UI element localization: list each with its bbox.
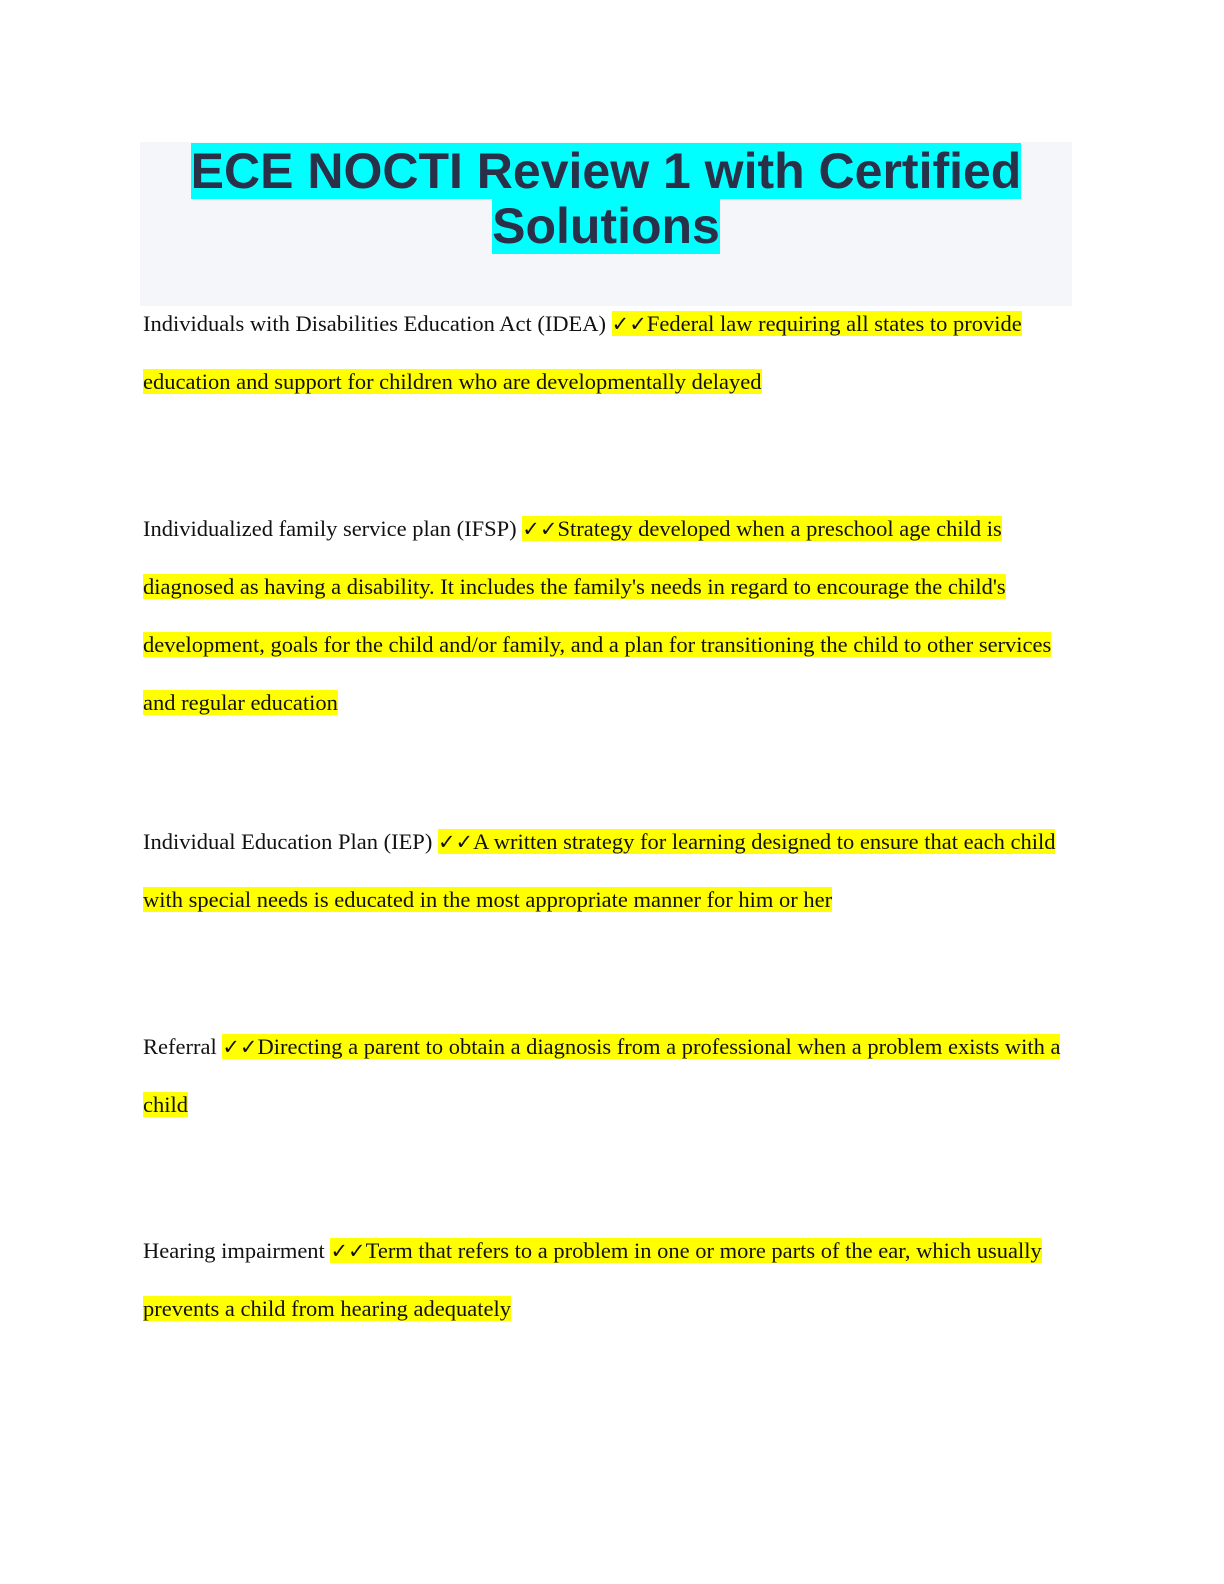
title-box [140,142,1072,306]
entry-term: Individualized family service plan (IFSP) [143,516,517,541]
double-check-icon: ✓✓ [330,1239,366,1263]
entry-term: Individual Education Plan (IEP) [143,829,433,854]
entry-definition [143,516,1051,715]
double-check-icon: ✓✓ [522,517,558,541]
entry-iep [143,813,1073,929]
double-check-icon: ✓✓ [437,830,474,854]
document-title [140,142,1072,254]
entry-definition-text: Directing a parent to obtain a diagnosis from a professional when a problem exists with a child [143,1034,1061,1117]
double-check-icon: ✓✓ [611,312,647,336]
entry-idea [143,295,1073,411]
entry-ifsp [143,500,1073,732]
entry-term: Individuals with Disabilities Education Act (IDEA) [143,311,607,336]
entry-definition-text: Federal law requiring all states to provide education and support for children who are developmentally delayed [143,311,1022,394]
entry-definition-text: Term that refers to a problem in one or more parts of the ear, which usually prevents a child from hearing adequately [143,1238,1042,1321]
entry-definition [143,1034,1060,1117]
double-check-icon: ✓✓ [222,1035,258,1059]
entry-term: Referral [143,1034,217,1059]
entry-referral [143,1018,1073,1134]
entry-hearing-impairment [143,1222,1073,1338]
entry-definition-text: A written strategy for learning designed to ensure that each child with special needs is educated in the most appropriate manner for him or her [143,829,1056,912]
document-title-text: ECE NOCTI Review 1 with Certified Solutions [190,143,1022,254]
entry-definition-text: Strategy developed when a preschool age child is diagnosed as having a disability. It includes the family's needs in regard to encourage the child's development, goals for the child and/or family, and a plan for transitioning the child to other services and regular education [143,516,1052,715]
entry-term: Hearing impairment [143,1238,325,1263]
